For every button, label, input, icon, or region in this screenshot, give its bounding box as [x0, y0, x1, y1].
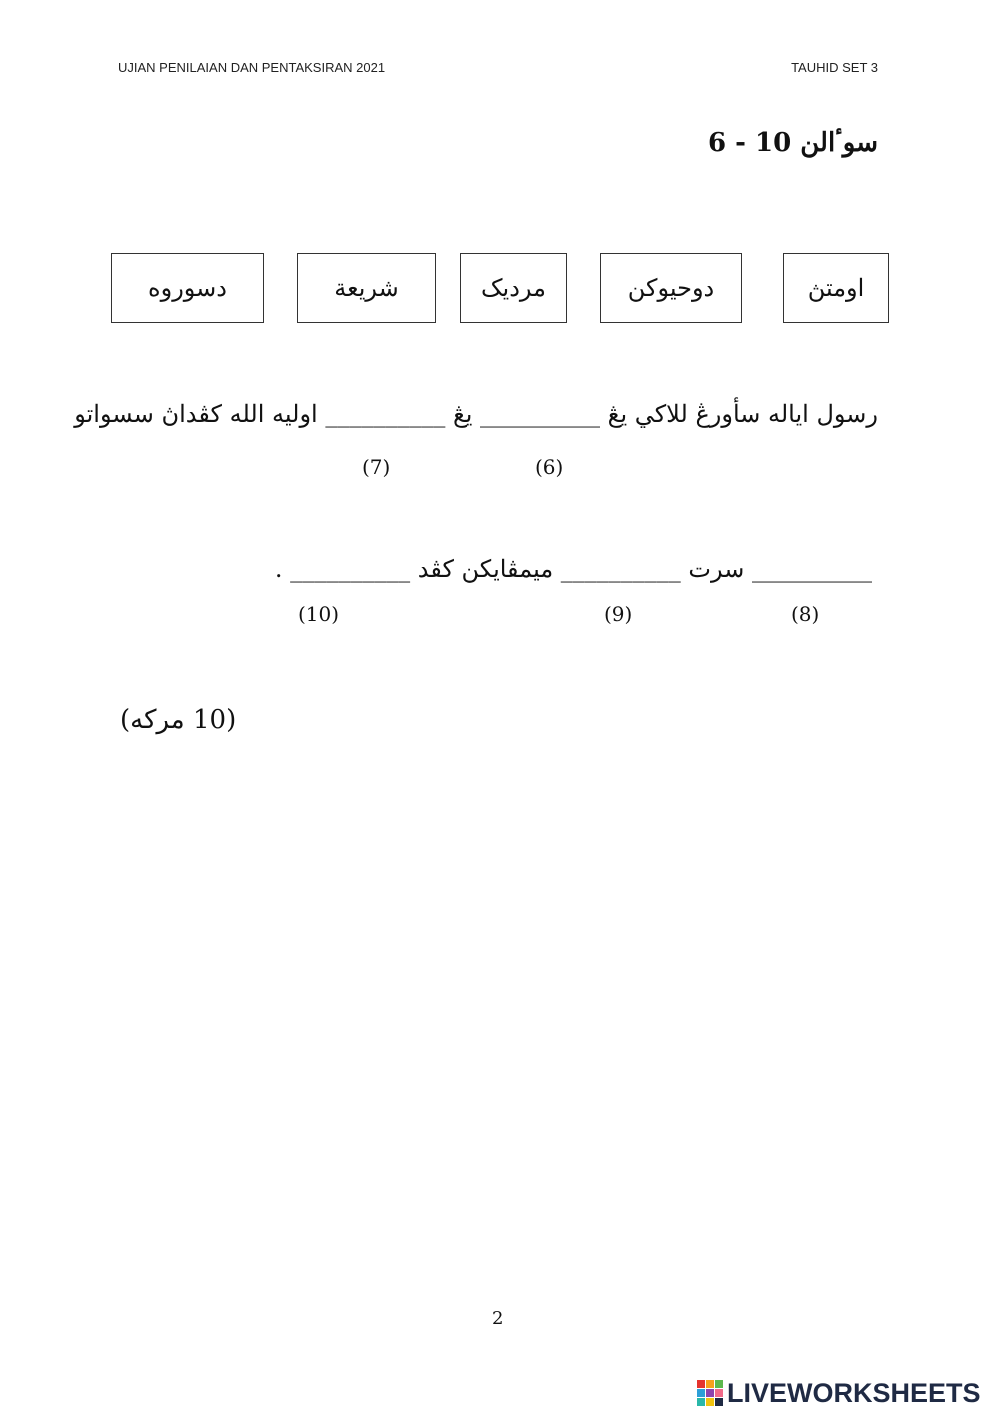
word-box-label: دسوروه	[148, 274, 227, 302]
header-left: UJIAN PENILAIAN DAN PENTAKSIRAN 2021	[118, 60, 386, 75]
question-title: سوٴالن 10 - 6	[708, 128, 878, 158]
blank-number-9: (9)	[604, 602, 633, 626]
blank-number-7: (7)	[362, 455, 391, 479]
header-right: TAUHID SET 3	[791, 60, 878, 75]
sentence-2: __________ سرت __________ ميمڤايكن کڤد __________ .	[274, 555, 872, 583]
word-box-1	[783, 253, 889, 323]
total-marks: (10 مرکه)	[120, 705, 237, 735]
word-box-2	[600, 253, 742, 323]
blank-number-10: (10)	[298, 602, 340, 626]
word-box-4	[297, 253, 436, 323]
word-box-label: مرديک	[481, 274, 546, 302]
word-box-3	[460, 253, 567, 323]
word-box-5	[111, 253, 264, 323]
word-box-label: دوحيوكن	[627, 274, 715, 302]
liveworksheets-wordmark: LIVEWORKSHEETS	[727, 1377, 981, 1408]
blank-number-6: (6)	[535, 455, 564, 479]
liveworksheets-logo	[697, 1378, 981, 1408]
word-box-label: شريعة	[334, 274, 399, 302]
word-box-label: اومتڽ	[807, 274, 865, 302]
blank-number-8: (8)	[791, 602, 820, 626]
liveworksheets-grid-icon	[697, 1380, 723, 1406]
sentence-1: رسول اياله سأورڠ للاکي يڠ __________ يڠ __________ اوليه الله کڤداڽ سسواتو	[74, 400, 878, 428]
page-number: 2	[492, 1308, 504, 1329]
